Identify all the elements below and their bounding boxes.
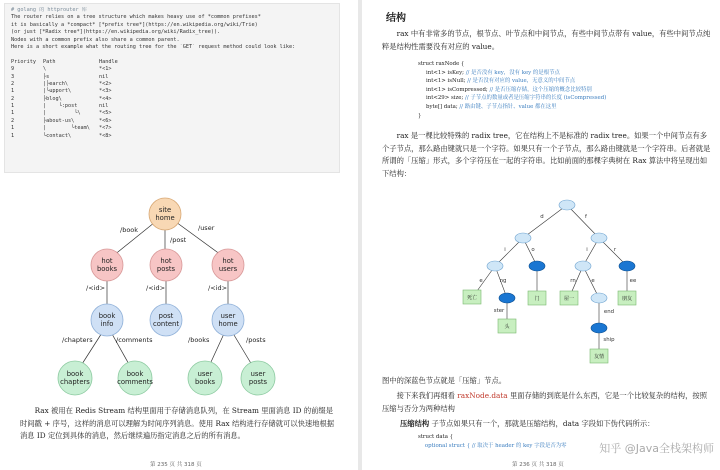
svg-text:死亡: 死亡 (466, 295, 478, 301)
svg-text:home: home (155, 214, 175, 222)
radix-tree-diagram (0, 190, 358, 400)
code-line: The router relies on a tree structure which makes heavy use of *common prefixes* (11, 14, 261, 21)
struct-field: int<1> isCompressed; // 是否压缩存储，这个压缩的概念比较特别 (426, 86, 592, 93)
left-page-footer: 第 235 页 共 318 页 (150, 462, 202, 468)
node-site-home: site (158, 206, 172, 214)
node-post-content: post (158, 312, 174, 320)
node-book-chapters: book (66, 370, 84, 378)
right-paragraph-1: rax 中有非常多的节点，根节点、叶节点和中间节点，有些中间节点带有 value，有些中间节点纯粹是结构性需要没有对应的 value。 (382, 29, 711, 51)
edge-label: /comments (116, 336, 153, 344)
svg-text:users: users (218, 265, 238, 273)
code-table-row: 3 ├s nil (11, 73, 109, 80)
svg-text:e: e (479, 278, 483, 284)
svg-text:end: end (603, 309, 615, 315)
edge-label: /post (170, 236, 187, 244)
svg-text:info: info (100, 320, 114, 328)
svg-text:ster: ster (493, 308, 505, 314)
struct-code: struct raxNode { int<1> isKey; // 是否没有 key，没有 key 的是根节点 int<1> isNull; // 是否没有对应的 value，无意义的中间节点 int<1> isCompressed; // 是否压缩存储，这个压缩的概念比较特别 int<29> size; // 子节点的数量或者是压缩字符串的长度 (isCompressed) byte[] data; // 路由键、子节点指针、value 都在这里 } (418, 61, 607, 119)
edge-label: /book (120, 226, 139, 234)
code-table-row: 1 └contact\ *<8> (11, 132, 112, 139)
svg-text:i: i (504, 247, 506, 253)
svg-text:ship: ship (603, 337, 615, 343)
code-table-row: 2 |├earch\ *<2> (11, 80, 112, 87)
right-paragraph-4: 压缩结构 子节点如果只有一个，那就是压缩结构，data 字段如下伪代码所示： (400, 419, 655, 428)
data-struct-code: struct data { optional struct { // 取决于 header 的 key 字段是否为零 (418, 434, 567, 449)
edge-label: /user (198, 224, 215, 232)
svg-text:d: d (540, 214, 544, 220)
svg-text:i: i (586, 247, 588, 253)
code-table-row: 1 | └\ *<5> (11, 110, 112, 117)
svg-text:posts: posts (248, 378, 268, 386)
svg-text:content: content (152, 320, 180, 328)
struct-field: int<1> isKey; // 是否没有 key，没有 key 的是根节点 (426, 69, 560, 76)
right-paragraph-2: rax 是一棵比较特殊的 radix tree，它在结构上不是标准的 radix tree。如果一个中间节点有多个子节点，那么路由键就只是一个字符。如果只有一个子节点，那么路由键就是一个字符串。后者就是所谓的「压缩」形式，多个字符压在一起的字符串。比如前面的那棵字典树在 Rax 算法中将呈现出如下结构： (382, 131, 711, 178)
svg-text:头: 头 (504, 324, 510, 330)
svg-text:ee: ee (629, 278, 637, 284)
svg-text:home: home (218, 320, 238, 328)
node-hot-posts: hot (160, 257, 172, 265)
left-page (0, 0, 358, 470)
node-book-info: book (98, 312, 116, 320)
svg-text:门: 门 (534, 296, 540, 302)
struct-field: int<1> isNull; // 是否没有对应的 value，无意义的中间节点 (426, 78, 576, 85)
watermark: 知乎 @Java全栈架构师 (599, 442, 714, 455)
diagram-caption: 图中的深蓝色节点就是「压缩」节点。 (382, 376, 507, 385)
code-line: it is basically a *compact* [*prefix tree*](https://en.wikipedia.org/wiki/Trie) (11, 21, 258, 28)
code-table-header: Priority Path Handle (11, 58, 118, 65)
right-paragraph-3: 接下来我们再细看 raxNode.data 里面存储的到底是什么东西，它是一个比较复杂的结构，按照压缩与否分为两种结构 (382, 391, 707, 413)
node-hot-users: hot (222, 257, 234, 265)
svg-text:books: books (96, 265, 118, 273)
svg-text:朋友: 朋友 (621, 296, 633, 302)
code-lang-line: # golang 的 httprouter 库 (11, 7, 87, 13)
node-user-home: user (220, 312, 236, 320)
edge-label: /<id> (208, 284, 228, 292)
svg-text:f: f (585, 214, 587, 220)
svg-text:comments: comments (117, 378, 153, 386)
node-hot-books: hot (101, 257, 113, 265)
edge-label: /<id> (86, 284, 106, 292)
rax-tree-diagram (437, 198, 677, 370)
svg-text:posts: posts (156, 265, 176, 273)
code-line: (or just [*Radix tree*](https://en.wikipedia.org/wiki/Radix_tree)). (11, 29, 221, 36)
left-paragraph: Rax 被用在 Redis Stream 结构里面用于存储消息队列，在 Stream 里面消息 ID 的前缀是时间戳 + 序号，这样的消息可以理解为时间序列消息。使用 Rax 结构进行存储就可以快速地根据消息 ID 定位到具体的消息，然后继续遍历指定消息之后的所有消息。 (20, 406, 335, 440)
code-table-row: 1 |└upport\ *<3> (11, 88, 112, 95)
node-user-posts: user (250, 370, 266, 378)
edge-label: /posts (246, 336, 266, 344)
code-table-row: 1 | └team\ *<7> (11, 125, 112, 132)
svg-text:e: e (591, 278, 595, 284)
struct-field: byte[] data; // 路由键、子节点指针、value 都在这里 (426, 103, 557, 110)
svg-text:r: r (613, 247, 617, 253)
struct-field: int<29> size; // 子节点的数量或者是压缩字符串的长度 (isCompressed) (426, 95, 607, 102)
code-table-row: 2 ├blog\ *<4> (11, 95, 112, 102)
edge-label: /<id> (146, 284, 166, 292)
code-block (4, 3, 340, 173)
svg-text:chapters: chapters (60, 378, 90, 386)
svg-text:屋一: 屋一 (563, 296, 575, 302)
svg-text:友情: 友情 (593, 354, 605, 360)
svg-text:books: books (194, 378, 216, 386)
code-table-row: 1 | └:post nil (11, 103, 109, 110)
edge-label: /chapters (62, 336, 93, 344)
code-table-row: 2 ├about-us\ *<6> (11, 117, 112, 124)
node-book-comments: book (126, 370, 144, 378)
code-line: Nodes with a common prefix also share a common parent. (11, 36, 180, 43)
section-title: 结构 (386, 13, 406, 24)
right-page (362, 0, 720, 470)
node-user-books: user (197, 370, 213, 378)
svg-text:o: o (531, 247, 535, 253)
code-line: Here is a short example what the routing tree for the `GET` request method could look like: (11, 43, 296, 50)
code-table-row: 9 \ *<1> (11, 66, 112, 73)
svg-text:rn: rn (570, 278, 576, 284)
edge-label: /books (188, 336, 210, 344)
svg-text:ng: ng (499, 278, 507, 284)
right-page-footer: 第 236 页 共 318 页 (512, 462, 564, 468)
